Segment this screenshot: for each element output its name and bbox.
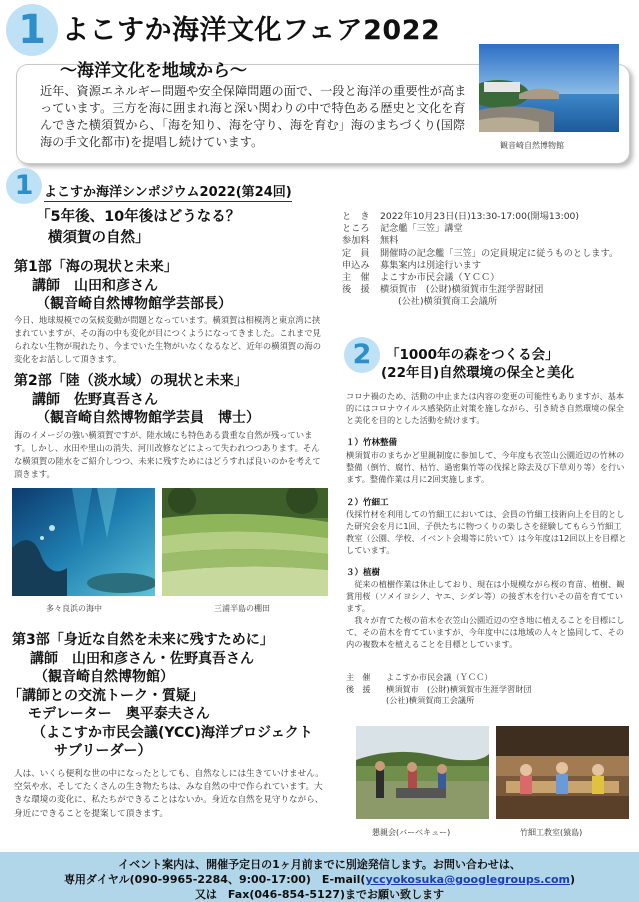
forest-number-badge: 2: [344, 337, 380, 373]
moderator-affiliation-1: （よこすか市民会議(YCC)海洋プロジェクト: [32, 724, 313, 741]
moderator: モデレーター 奥平泰夫さん: [28, 706, 210, 722]
symposium-title: よこすか海洋シンポジウム2022(第24回): [44, 181, 292, 202]
contact-footer: [0, 852, 639, 902]
part2-description: 海のイメージの強い横須賀ですが、陸水域にも特色ある貴重な自然が残っています。しかし、水田や里山の消失、河川改修などによって失われつつあります。そんな横須賀の陸水をご紹介しつつ、未来に残すためにはどうすれば良いのかを考えて頂きます。: [14, 430, 321, 479]
terraced-field-photo: [162, 488, 328, 596]
item2-description: 伐採竹材を利用しての竹細工においては、会員の竹細工技術向上を目的とした研究会を月に1回、子供たちに物つくりの楽しさを経験してもらう竹細工教室（公園、学校、イベント会場等に於いて）は今年度は12回以上を目標としています。: [346, 509, 627, 555]
symposium-theme-line1: 「5年後、10年後はどうなる？: [36, 209, 241, 225]
forest-subtitle: (22年目)自然環境の保全と美化: [381, 365, 575, 381]
part3-affiliation: （観音崎自然博物館）: [34, 669, 174, 685]
footer-line-1: イベント案内は、開催予定日の1ヶ月前までに別途発信します。お問い合わせは、: [118, 858, 521, 871]
terraced-field-photo-caption: 三浦半島の棚田: [214, 604, 270, 613]
item3-description-2: 我々が育てた桜の苗木を衣笠山公園近辺の空き地に植えることを目標にして、その苗木を育てていますが、今年度中には地域の人々と協同して、その内の複数本を植えることを目標としています。: [346, 615, 625, 649]
part2-heading: [14, 372, 260, 428]
part3-title: 第3部「身近な自然を未来に残すために」: [12, 632, 274, 648]
info-row-place: ところ 記念艦「三笠」講堂: [342, 223, 463, 235]
part1-title: 第1部「海の現状と未来」: [14, 259, 178, 275]
moderator-affiliation-2: サブリーダー）: [54, 743, 152, 759]
forest-intro: コロナ禍のため、活動の中止または内容の変更の可能性もありますが、基本的にはコロナウイルス感染防止対策を施しながら、引き続き自然環境の保全と美化を目的とした活動を続けます。: [346, 391, 625, 425]
bbq-photo-caption: 懇親会(バーベキュー): [372, 828, 451, 837]
info-row-application: 申込み 募集案内は別途行います: [342, 259, 482, 271]
info-row-support-2: (公社)横須賀商工会議所: [398, 296, 498, 308]
part2-speaker: 講師 佐野真吾さん: [32, 391, 158, 408]
symposium-theme: [36, 207, 240, 249]
item1-title: １）竹林整備: [346, 438, 398, 448]
intro-paragraph: 近年、資源エネルギー問題や安全保障問題の面で、一段と海洋の重要性が高まっています。三方を海に囲まれ海と深い関わりの中で特色ある歴史と文化を育んできた横須賀から、「海を知り、海を守り、海を育む」海のまちづくり(国際海の手文化都市)を提唱し続けています。: [40, 84, 467, 149]
info-row-fee: 参加料 無料: [342, 235, 399, 247]
undersea-photo-caption: 多々良浜の海中: [46, 604, 102, 613]
forest-title: 「1000年の森をつくる会」: [386, 347, 559, 363]
info-row-time: と き 2022年10月23日(日)13:30-17:00(開場13:00): [342, 211, 579, 222]
talk-title: 「講師との交流トーク・質疑」: [8, 687, 204, 704]
part3-heading: [8, 631, 313, 761]
item3-description-1: 従来の植樹作業は休止しており、現在は小規模ながら桜の育苗、植樹、観賞用桜（ソメイヨシノ、ヤエ、シダレ等）の接ぎ木を行いその苗を育てています。: [346, 579, 625, 613]
bbq-photo: [356, 726, 489, 819]
part2-title: 第2部「陸（淡水域）の現状と未来」: [14, 373, 248, 389]
symposium-theme-line2: 横須賀の自然」: [48, 230, 150, 246]
part1-heading: [14, 258, 232, 314]
footer-line-2: 専用ダイヤル(090-9965-2284、9:00-17:00) E-mail(yccyokosuka@googlegroups.com): [63, 873, 576, 886]
section-number-badge: 1: [6, 4, 58, 56]
info-row-organizer: 主 催 よこすか市民会議（ＹＣＣ）: [342, 272, 500, 284]
bamboo-class-photo-caption: 竹細工教室(猿島): [520, 828, 583, 837]
symposium-closing: 人は、いくら便利な世の中になったとしても、自然なしには生きていけません。空気や水、そしてたくさんの生き物たちは、みな自然の中で作られています。大きな環境の変化に、私たちができることはないか。身近な自然を見守りながら、身近にできることを提案して頂きます。: [14, 769, 324, 819]
part1-affiliation: （観音崎自然博物館学芸部長）: [36, 296, 232, 312]
museum-photo-caption: 観音崎自然博物館: [500, 141, 564, 150]
bamboo-class-photo: [496, 726, 629, 819]
item3-title: ３）植樹: [346, 568, 381, 578]
email-link[interactable]: yccyokosuka@googlegroups.com: [365, 873, 571, 886]
symposium-number-badge: 1: [6, 168, 42, 204]
museum-photo: [479, 44, 619, 132]
page-title: よこすか海洋文化フェア2022: [62, 15, 441, 46]
item2-title: ２）竹細工: [346, 498, 389, 508]
undersea-photo: [12, 488, 155, 596]
part1-speaker: 講師 山田和彦さん: [32, 277, 158, 294]
footer-line-3: 又は Fax(046-854-5127)までお願い致します: [194, 888, 445, 901]
forest-credits: 主 催 よこすか市民会議（ＹＣＣ） 後 援 横須賀市 (公財)横須賀市生涯学習財団 (公社)横須賀商工会議所: [346, 672, 532, 705]
page-subtitle: ～海洋文化を地域から～: [60, 61, 247, 81]
part3-speaker: 講師 山田和彦さん・佐野真吾さん: [30, 650, 254, 667]
part2-affiliation: （観音崎自然博物館学芸員 博士）: [36, 410, 260, 426]
event-info: [342, 211, 618, 309]
info-row-capacity: 定 員 開催時の記念艦「三笠」の定員規定に従うものとします。: [342, 247, 619, 259]
item1-description: 横須賀市のまちかど里親制度に参加して、今年度も衣笠山公園近辺の竹林の整備（倒竹、腐竹、枯竹、過密集竹等の伐採と除去及び下草刈り等）を行います。整備作業は月に2回実施します。: [346, 450, 625, 484]
part1-description: 今日、地球規模での気候変動が問題となっています。横須賀は相模湾と東京湾に挟まれていますが、その海の中も変化が目につくようになってきました。これまで見られない生物が現れたり、今までいた生物がいなくなるなど、近年の横須賀の海の変化をお話しして頂きます。: [14, 315, 321, 364]
info-row-support: 後 援 横須賀市 (公財)横須賀市生涯学習財団: [342, 284, 544, 296]
